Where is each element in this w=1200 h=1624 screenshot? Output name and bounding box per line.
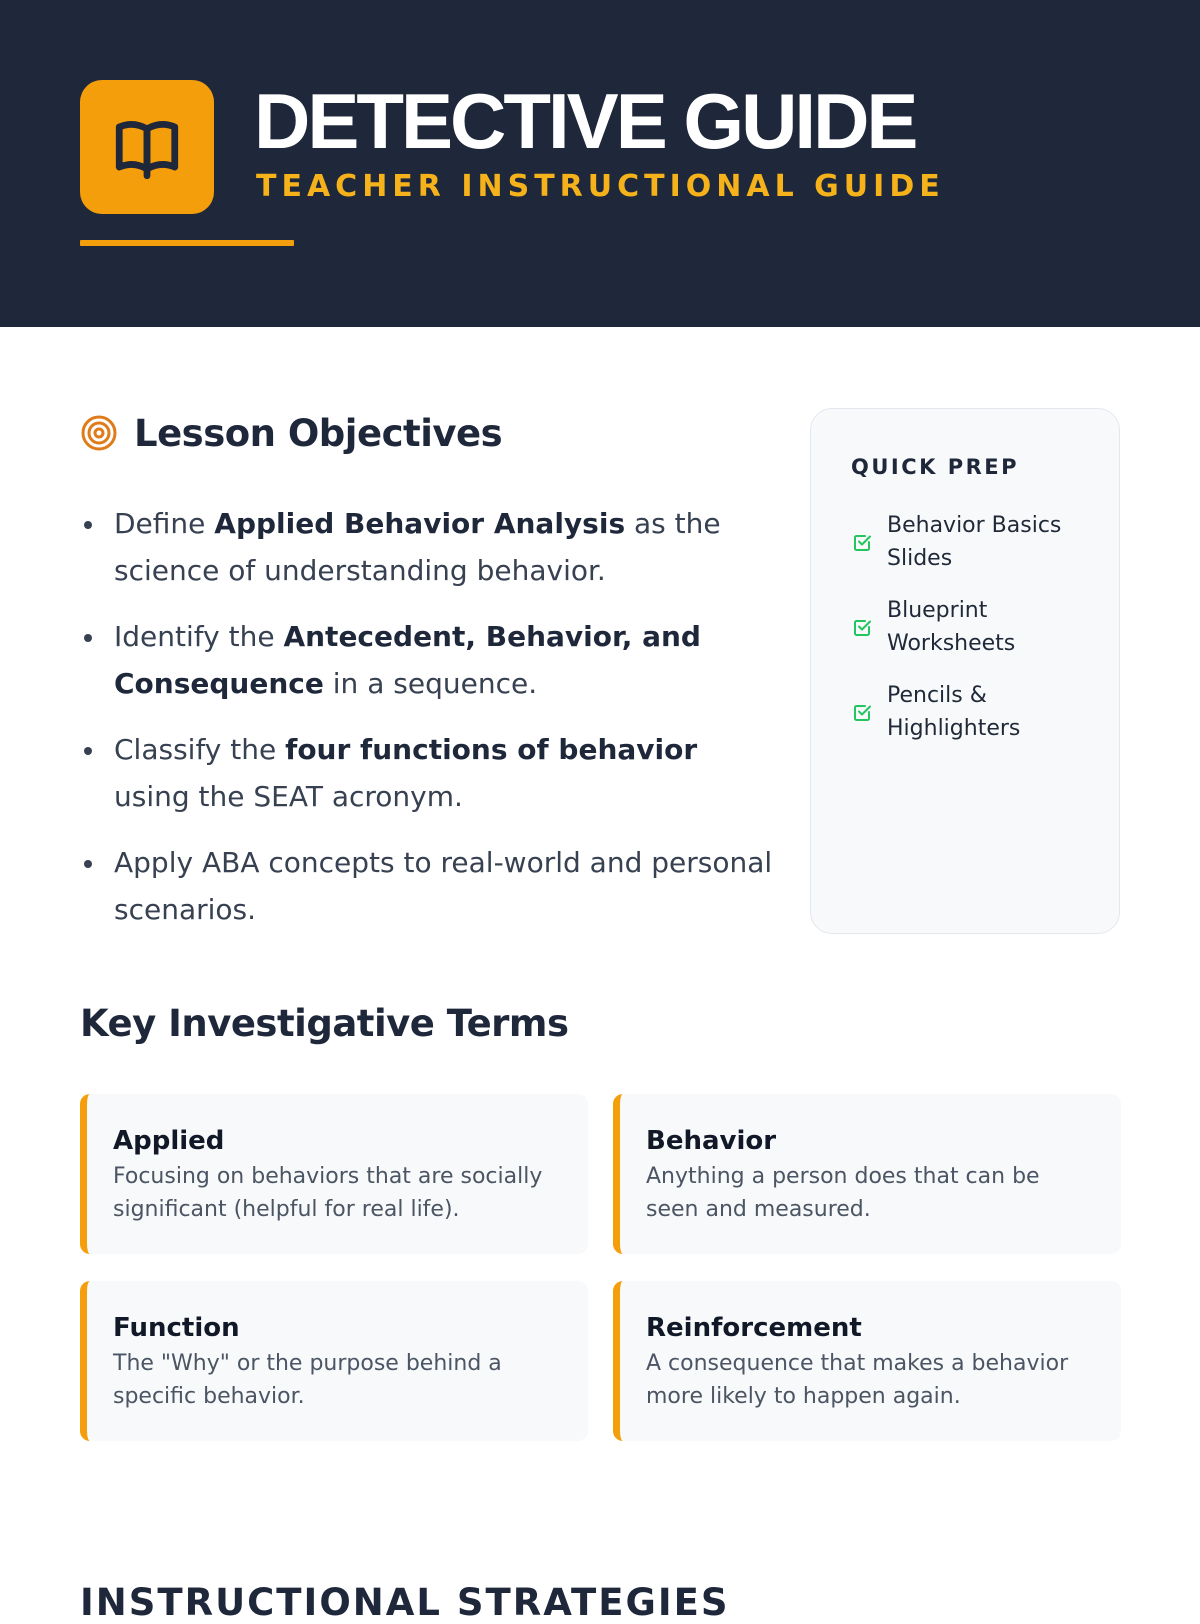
- quick-prep-title: QUICK PREP: [851, 455, 1020, 479]
- objectives-title: Lesson Objectives: [134, 411, 503, 455]
- checkbox-check-icon: [851, 616, 873, 638]
- prep-item-label: Pencils & Highlighters: [887, 683, 1021, 741]
- objective-key-phrase: four functions of behavior: [285, 733, 698, 766]
- objectives-list: [80, 500, 780, 952]
- prep-item: [851, 679, 1091, 745]
- objective-text: Define: [114, 507, 215, 540]
- checkbox-check-icon: [851, 701, 873, 723]
- objective-text: using the SEAT acronym.: [114, 780, 463, 813]
- term-name: Behavior: [646, 1126, 777, 1156]
- quick-prep-list: [851, 509, 1091, 764]
- objective-item: [80, 613, 780, 707]
- terms-heading: Key Investigative Terms: [80, 1002, 569, 1045]
- page-header: [0, 0, 1200, 327]
- term-card-applied: [80, 1094, 588, 1254]
- term-definition: Anything a person does that can be seen and measured.: [646, 1164, 1040, 1222]
- objective-item: [80, 839, 780, 933]
- term-name: Function: [113, 1313, 240, 1343]
- checkbox-check-icon: [851, 531, 873, 553]
- strategies-heading: INSTRUCTIONAL STRATEGIES: [80, 1581, 730, 1624]
- term-definition: A consequence that makes a behavior more likely to happen again.: [646, 1351, 1069, 1409]
- term-card-behavior: [613, 1094, 1121, 1254]
- prep-item: [851, 594, 1091, 660]
- page-subtitle: TEACHER INSTRUCTIONAL GUIDE: [256, 169, 945, 204]
- term-card-function: [80, 1281, 588, 1441]
- quick-prep-card: [810, 408, 1120, 934]
- term-definition: The "Why" or the purpose behind a specific behavior.: [113, 1351, 502, 1409]
- objective-text: in a sequence.: [323, 667, 538, 700]
- open-book-icon: [110, 110, 184, 184]
- objective-text: Classify the: [114, 733, 286, 766]
- objective-text: Apply ABA concepts to real-world and personal scenarios.: [114, 846, 773, 926]
- objective-item: [80, 726, 780, 820]
- objective-item: [80, 500, 780, 594]
- objective-key-phrase: Antecedent, Behavior, and Consequence: [114, 620, 701, 700]
- term-name: Reinforcement: [646, 1313, 862, 1343]
- prep-item-label: Behavior Basics Slides: [887, 513, 1062, 571]
- logo-badge: [80, 80, 214, 214]
- title-underline: [80, 240, 294, 246]
- term-definition: Focusing on behaviors that are socially significant (helpful for real life).: [113, 1164, 543, 1222]
- term-name: Applied: [113, 1126, 225, 1156]
- objective-key-phrase: Applied Behavior Analysis: [214, 507, 626, 540]
- objective-text: Identify the: [114, 620, 284, 653]
- objective-text: as the science of understanding behavior.: [114, 507, 721, 587]
- term-card-reinforcement: [613, 1281, 1121, 1441]
- objectives-heading: [80, 410, 502, 456]
- prep-item: [851, 509, 1091, 575]
- page-title: DETECTIVE GUIDE: [254, 77, 916, 165]
- target-icon: [80, 414, 118, 452]
- prep-item-label: Blueprint Worksheets: [887, 598, 1016, 656]
